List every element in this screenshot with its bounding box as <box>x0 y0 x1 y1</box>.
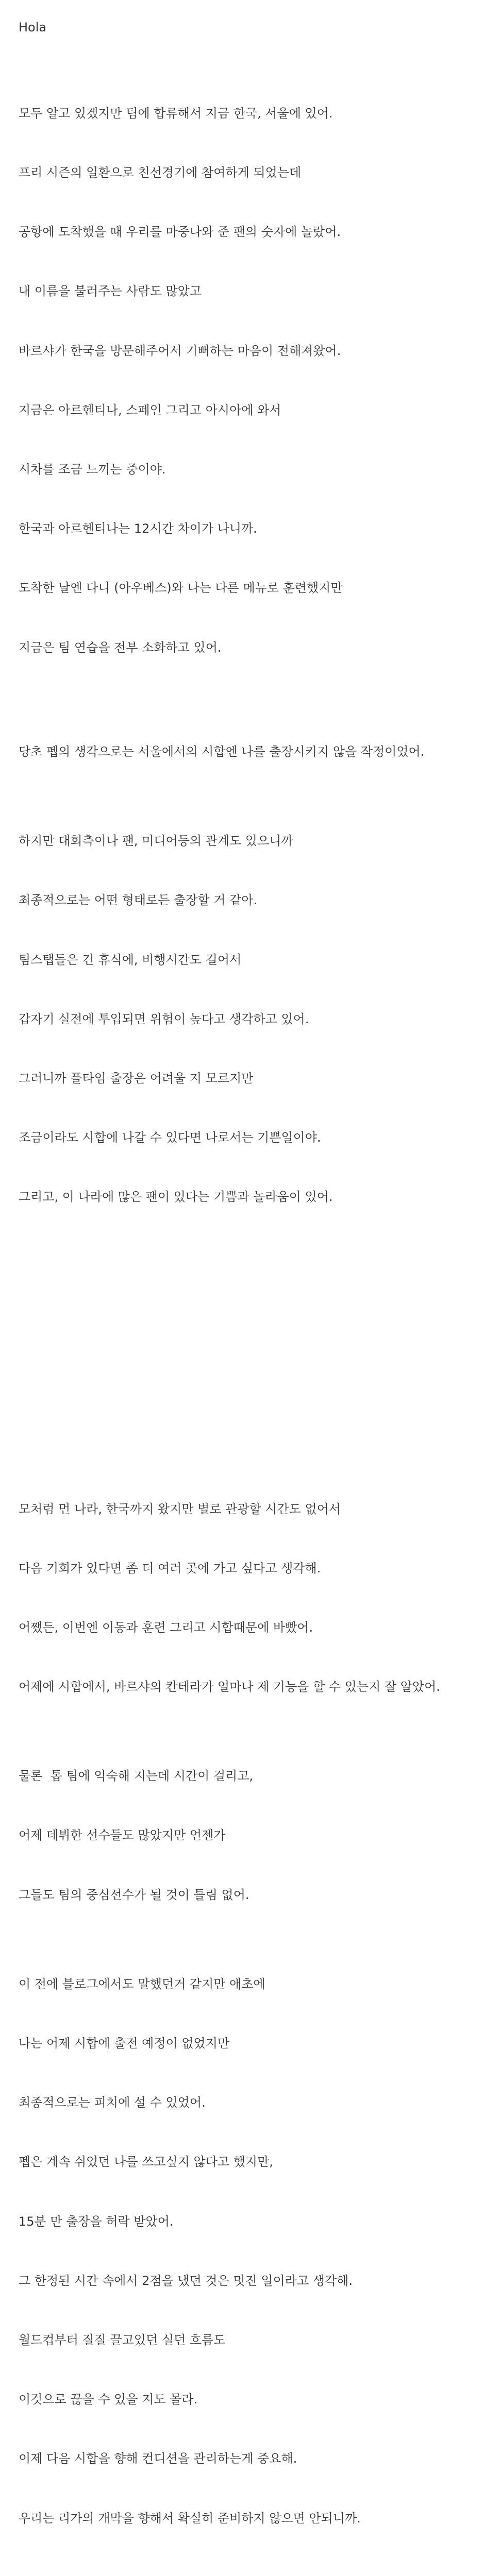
post-line: 지금은 아르헨티나, 스페인 그리고 아시아에 와서 <box>19 403 281 417</box>
post-line: 팀스탭들은 긴 휴식에, 비행시간도 길어서 <box>19 953 242 967</box>
post-line: 시차를 조금 느끼는 중이야. <box>19 462 166 477</box>
post-line: 이 전에 블로그에서도 말했던거 같지만 애초에 <box>19 1977 265 1991</box>
post-line: 나는 어제 시합에 출전 예정이 없었지만 <box>19 2036 230 2050</box>
post-line: 우리는 리가의 개막을 향해서 확실히 준비하지 않으면 안되니까. <box>19 2511 361 2526</box>
post-line: 어제 데뷔한 선수들도 많았지만 언젠가 <box>19 1828 226 1842</box>
post-line: 15분 만 출장을 허락 받았어. <box>19 2214 174 2229</box>
post-line: 최종적으로는 피치에 설 수 있었어. <box>19 2095 206 2110</box>
post-line: 도착한 날엔 다니 (아우베스)와 나는 다른 메뉴로 훈련했지만 <box>19 581 343 595</box>
post-line: 모두 알고 있겠지만 팀에 합류해서 지금 한국, 서울에 있어. <box>19 106 333 121</box>
post-line: 이제 다음 시합을 향해 컨디션을 관리하는게 중요해. <box>19 2451 297 2466</box>
post-line: 펩은 계속 쉬었던 나를 쓰고싶지 않다고 했지만, <box>19 2155 273 2169</box>
post-line: 그러니까 플타임 출장은 어려울 지 모르지만 <box>19 1071 254 1086</box>
post-line: 그들도 팀의 중심선수가 될 것이 틀림 없어. <box>19 1888 249 1902</box>
post-line: 그 한정된 시간 속에서 2점을 냈던 것은 멋진 일이라고 생각해. <box>19 2274 353 2288</box>
post-line: 최종적으로는 어떤 형태로든 출장할 거 같아. <box>19 893 258 907</box>
post-line: 다음 기회가 있다면 좀 더 여러 곳에 가고 싶다고 생각해. <box>19 1561 321 1575</box>
post-line: 하지만 대회측이나 팬, 미디어등의 관계도 있으니까 <box>19 834 293 848</box>
post-line: 그리고, 이 나라에 많은 팬이 있다는 기쁨과 놀라움이 있어. <box>19 1190 333 1204</box>
post-line: 물론 톱 팀에 익숙해 지는데 시간이 걸리고, <box>19 1769 254 1783</box>
post-line: 지금은 팀 연습을 전부 소화하고 있어. <box>19 640 222 655</box>
greeting: Hola <box>19 20 47 35</box>
post-line: 내 이름을 불러주는 사람도 많았고 <box>19 284 202 298</box>
post-line: 어쨌든, 이번엔 이동과 훈련 그리고 시합때문에 바빴어. <box>19 1620 313 1635</box>
post-line: 당초 펩의 생각으로는 서울에서의 시합엔 나를 출장시키지 않을 작정이었어. <box>19 744 425 759</box>
post-line: 갑자기 실전에 투입되면 위험이 높다고 생각하고 있어. <box>19 1012 309 1026</box>
post-line: 조금이라도 시합에 나갈 수 있다면 나로서는 기쁜일이야. <box>19 1130 321 1145</box>
post-line: 월드컵부터 질질 끌고있던 실던 흐름도 <box>19 2333 226 2347</box>
post-line: 이것으로 끊을 수 있을 지도 몰라. <box>19 2392 198 2406</box>
post-line: 프리 시즌의 일환으로 친선경기에 참여하게 되었는데 <box>19 165 302 180</box>
post-line: 바르샤가 한국을 방문해주어서 기뻐하는 마음이 전해져왔어. <box>19 344 341 358</box>
post-line: 어제에 시합에서, 바르샤의 칸테라가 얼마나 제 기능을 할 수 있는지 잘 알았어. <box>19 1680 440 1694</box>
post-line: 공항에 도착했을 때 우리를 마중나와 준 팬의 숫자에 놀랐어. <box>19 225 341 239</box>
post-line: 모처럼 먼 나라, 한국까지 왔지만 별로 관광할 시간도 없어서 <box>19 1502 341 1516</box>
post-line: 한국과 아르헨티나는 12시간 차이가 나니까. <box>19 521 257 536</box>
